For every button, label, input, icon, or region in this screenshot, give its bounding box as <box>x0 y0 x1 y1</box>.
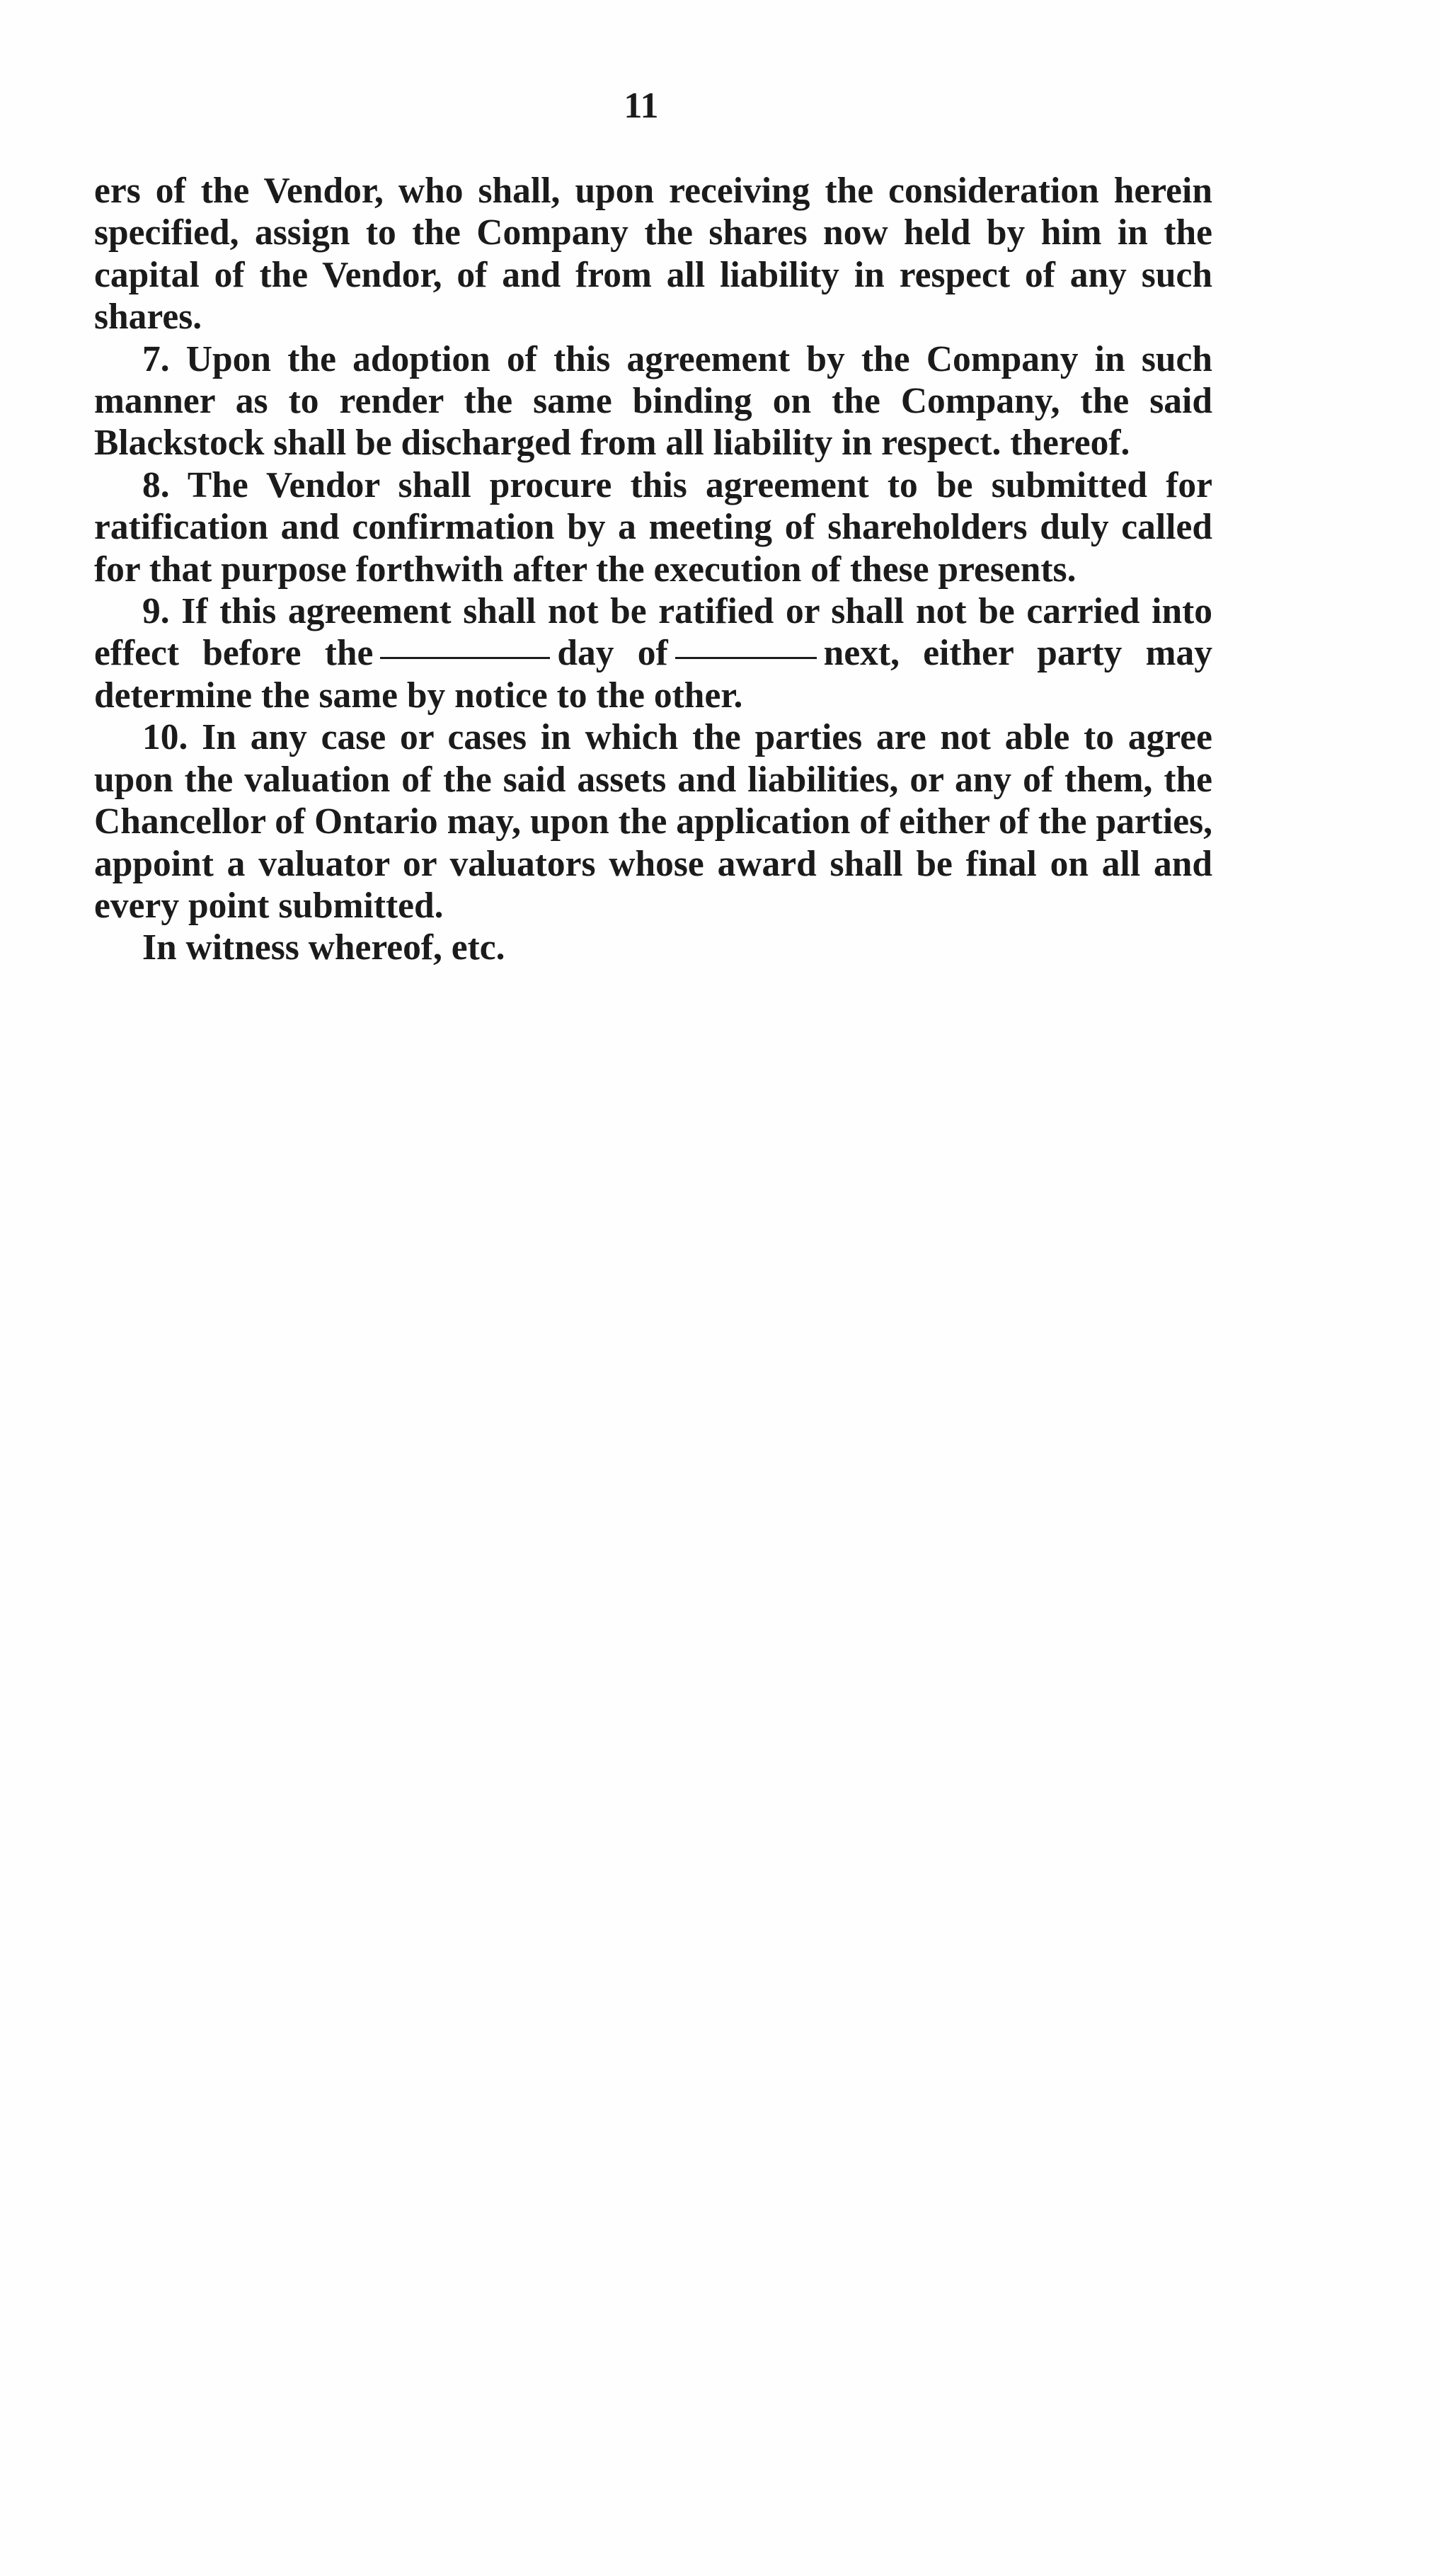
paragraph-9-part2: day of <box>557 633 668 674</box>
paragraph-9 <box>94 590 1212 716</box>
paragraph-continuation: ers of the Vendor, who shall, upon receiving the consideration herein specified, assign to the Company the shares now held by him in the capital of the Vendor, of and from all liability in respect of any such shares. <box>94 171 1212 338</box>
paragraph-9-part3: next, either party may determine the same by notice to the other. <box>94 633 1212 716</box>
page-number: 11 <box>624 86 659 126</box>
blank-month-line <box>675 657 817 659</box>
paragraph-8: 8. The Vendor shall procure this agreement to be submitted for ratification and confirmation by a meeting of shareholders duly called for that purpose forthwith after the execution of these presents. <box>94 464 1212 590</box>
blank-day-line <box>380 657 550 659</box>
paragraph-7: 7. Upon the adoption of this agreement by the Company in such manner as to render the same binding on the Company, the said Blackstock shall be discharged from all liability in respect. thereof. <box>94 338 1212 464</box>
paragraph-9-part1: 9. If this agreement shall not be ratified or shall not be carried into effect before the <box>94 591 1212 674</box>
paragraph-witness: In witness whereof, etc. <box>142 927 505 968</box>
paragraph-10: 10. In any case or cases in which the parties are not able to agree upon the valuation of the said assets and liabilities, or any of them, the Chancellor of Ontario may, upon the application of either of the parties, appoint a valuator or valuators whose award shall be final on all and every point submitted. <box>94 717 1212 926</box>
agreement-text <box>94 170 1212 969</box>
